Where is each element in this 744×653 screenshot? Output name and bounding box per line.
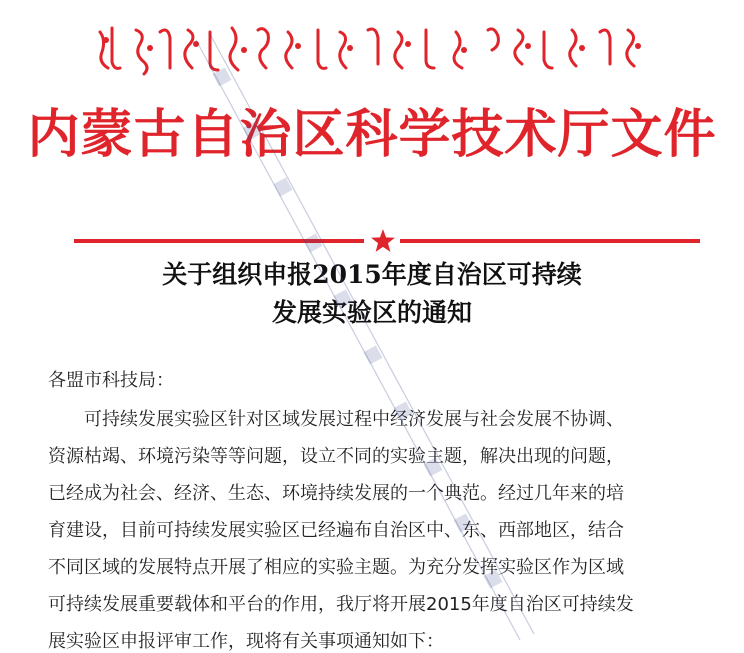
body-line: 展实验区申报评审工作，现将有关事项通知如下：: [48, 631, 444, 652]
body-line: 可持续发展重要载体和平台的作用，我厅将开展2015年度自治区可持续发: [48, 594, 634, 615]
document-title-line-2: 发展实验区的通知: [271, 298, 472, 327]
document-title-line-1: 关于组织申报2015年度自治区可持续: [162, 260, 582, 289]
body-line: 育建设，目前可持续发展实验区已经遍布自治区中、东、西部地区，结合: [48, 520, 624, 541]
body-line: 可持续发展实验区针对区域发展过程中经济发展与社会发展不协调、: [84, 409, 624, 430]
salutation: 各盟市科技局：: [48, 370, 174, 391]
body-line: 已经成为社会、经济、生态、环境持续发展的一个典范。经过几年来的培: [48, 483, 624, 504]
divider-line-right: [400, 239, 700, 243]
body-line: 不同区域的发展特点开展了相应的实验主题。为充分发挥实验区作为区域: [48, 557, 624, 578]
body-line: 资源枯竭、环境污染等等问题，设立不同的实验主题，解决出现的问题，: [48, 446, 624, 467]
star-icon: [370, 228, 396, 254]
organization-title: 内蒙古自治区科学技术厅文件: [27, 105, 717, 165]
mongolian-script-header: [92, 18, 652, 78]
divider-line-left: [74, 239, 364, 243]
